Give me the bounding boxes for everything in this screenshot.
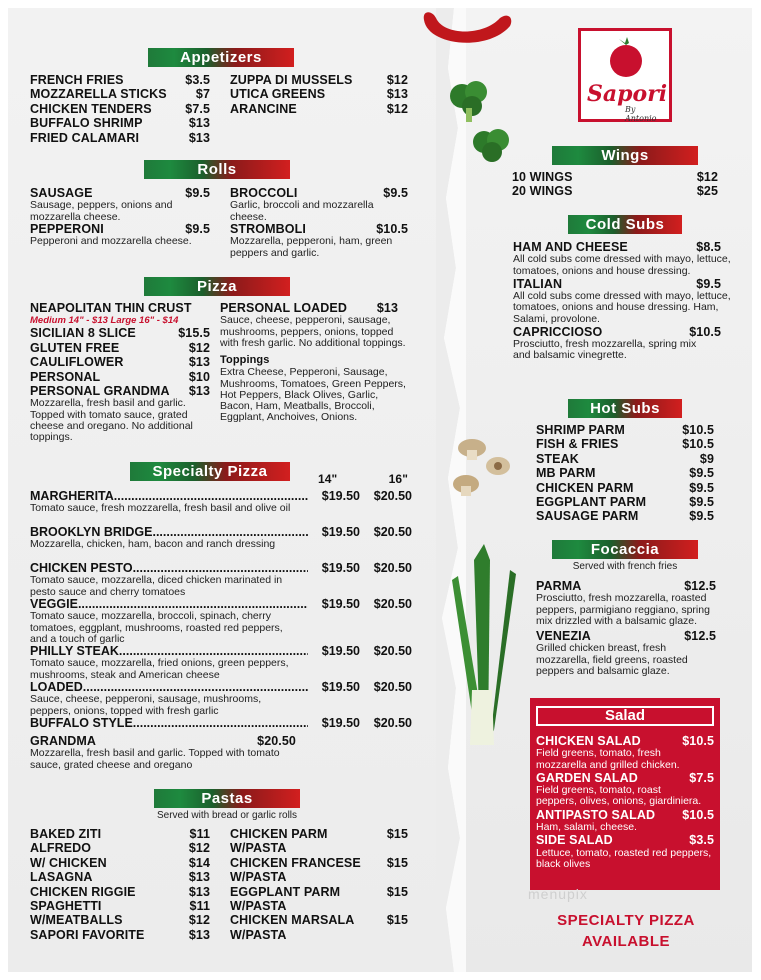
cold-subs-title: Cold Subs <box>585 216 665 233</box>
wings-title: Wings <box>601 147 649 164</box>
menu-item <box>230 928 408 942</box>
item-name: CHICKEN PARM <box>536 480 634 495</box>
menu-item <box>30 355 210 369</box>
item-desc: Garlic, broccoli and mozzarella cheese. <box>230 199 374 223</box>
item-desc: Field greens, tomato, roast peppers, olives, onions, giardiniera. <box>536 784 702 808</box>
item-desc: Tomato sauce, mozzarella, fried onions, green peppers, mushrooms, steak and American cheese <box>30 657 289 681</box>
item-name: VENEZIA <box>536 629 591 644</box>
tomato-icon <box>605 35 647 79</box>
item-price: $15 <box>386 827 408 841</box>
salad-header: Salad <box>536 706 714 726</box>
item-name: CHICKEN PESTO <box>30 561 133 575</box>
red-pepper-ring-icon <box>418 6 516 52</box>
price-14: $19.50 <box>321 680 360 694</box>
price-16: $20.50 <box>373 680 412 694</box>
item-price: $13 <box>188 927 210 942</box>
wings-list <box>512 170 718 199</box>
item-name: PERSONAL GRANDMA <box>30 384 170 399</box>
menu-item <box>536 509 714 523</box>
item-desc: Grilled chicken breast, fresh mozzarella, field greens, roasted peppers and balsamic glaze. <box>536 642 688 677</box>
specialty-item-grandma <box>30 734 296 771</box>
item-name: FRIED CALAMARI <box>30 130 140 145</box>
item-name: CHICKEN FRANCESE <box>230 855 361 870</box>
item-desc: All cold subs come dressed with mayo, lettuce, tomatoes, onions and house dressing. Ham, Salami, provolone. <box>513 290 731 325</box>
price-16: $20.50 <box>373 644 412 658</box>
loaded-name: PERSONAL LOADED <box>220 301 347 315</box>
menu-item <box>512 170 718 184</box>
salad-list <box>536 734 714 870</box>
focaccia-title: Focaccia <box>590 541 660 558</box>
menu-item <box>230 87 408 101</box>
price-16: $20.50 <box>373 525 412 539</box>
menu-item <box>230 73 408 87</box>
specialty-item-philly <box>30 644 412 680</box>
item-price: $9.5 <box>689 509 714 524</box>
item-name: SAPORI FAVORITE <box>30 927 145 942</box>
pizza-left <box>30 301 210 443</box>
pizza-header <box>144 277 290 296</box>
price-14: $19.50 <box>321 716 360 730</box>
item-price: $13 <box>188 355 210 370</box>
item-name: LOADED <box>30 680 83 694</box>
cold-sub-item <box>513 240 737 277</box>
price-16: $20.50 <box>373 561 412 575</box>
item-name: UTICA GREENS <box>230 87 326 102</box>
pastas-title: Pastas <box>201 790 253 807</box>
item-price: $12 <box>386 73 408 87</box>
item-name: SAUSAGE <box>30 186 93 200</box>
item-desc: Mozzarella, pepperoni, ham, green peppers and garlic. <box>230 235 393 259</box>
item-price: $13 <box>188 116 210 131</box>
menu-item <box>230 856 408 870</box>
menu-item <box>230 102 408 116</box>
specialty-list <box>30 489 412 771</box>
item-name: FRENCH FRIES <box>30 73 124 87</box>
price-14: $19.50 <box>321 597 360 611</box>
neapolitan-sizes: Medium 14" - $13 Large 16" - $14 <box>30 315 179 327</box>
item-name: EGGPLANT PARM <box>230 884 341 899</box>
grandma-desc: Mozzarella, fresh basil and garlic. Topped with tomato sauce, grated cheese and oregano. No additional toppings. <box>30 397 193 444</box>
menu-item <box>30 370 210 384</box>
rolls-item-stromboli <box>230 222 408 259</box>
neapolitan-name: NEAPOLITAN THIN CRUST <box>30 301 192 315</box>
item-price: $13 <box>188 130 210 145</box>
item-name: SICILIAN 8 SLICE <box>30 326 136 341</box>
logo-name: Sapori <box>587 81 668 107</box>
item-name: CHICKEN MARSALA <box>230 913 355 928</box>
watermark: menupix <box>528 886 588 902</box>
item-name: MARGHERITA <box>30 489 114 503</box>
item-price: $12 <box>188 913 210 928</box>
menu-item <box>536 495 714 509</box>
menu-item <box>30 913 210 927</box>
item-name: W/PASTA <box>230 841 287 856</box>
item-name: CHICKEN PARM <box>230 827 328 841</box>
item-name: ANTIPASTO SALAD <box>536 807 656 822</box>
item-name: GARDEN SALAD <box>536 770 638 785</box>
size-14: 14" <box>318 472 338 486</box>
item-price: $10.5 <box>376 222 408 236</box>
rolls-header <box>144 160 290 179</box>
item-desc: Pepperoni and mozzarella cheese. <box>30 235 192 248</box>
item-price: $13 <box>386 87 408 102</box>
pastas-left <box>30 827 210 942</box>
menu-item <box>30 870 210 884</box>
item-name: W/PASTA <box>230 927 287 942</box>
rolls-item-pepperoni <box>30 222 210 248</box>
mushroom-icon <box>452 436 522 500</box>
specialty-item-brooklyn <box>30 525 412 561</box>
rolls-item-sausage <box>30 186 210 223</box>
broccoli-icon <box>446 78 494 124</box>
menu-item <box>30 73 210 87</box>
salad-item <box>536 808 714 834</box>
restaurant-logo <box>578 28 672 122</box>
broccoli-icon-2 <box>470 126 516 168</box>
item-name: EGGPLANT PARM <box>536 495 647 510</box>
item-desc: Ham, salami, cheese. <box>536 821 637 834</box>
item-name: VEGGIE <box>30 597 78 611</box>
size-header <box>318 472 408 486</box>
item-price: $10.5 <box>689 324 721 339</box>
menu-item <box>30 102 210 116</box>
item-price: $12 <box>696 170 718 184</box>
item-price: $15.5 <box>178 326 210 341</box>
item-name: W/MEATBALLS <box>30 913 123 928</box>
item-desc: Tomato sauce, mozzarella, diced chicken marinated in pesto sauce and cherry tomatoes <box>30 574 283 598</box>
pastas-right <box>230 827 408 942</box>
menu-item <box>230 899 408 913</box>
price-16: $20.50 <box>373 597 412 611</box>
menu-item <box>30 841 210 855</box>
item-name: GRANDMA <box>30 734 96 748</box>
item-name: SHRIMP PARM <box>536 423 625 437</box>
item-name: MB PARM <box>536 466 596 481</box>
item-price: $7.5 <box>689 770 714 785</box>
item-desc: Field greens, tomato, fresh mozzarella and grilled chicken. <box>536 747 680 771</box>
cold-sub-item <box>513 277 737 325</box>
item-price: $12 <box>188 841 210 856</box>
item-name: 10 WINGS <box>512 170 573 184</box>
menu-item <box>30 899 210 913</box>
menu-item <box>30 326 210 340</box>
item-price: $15 <box>386 855 408 870</box>
menu-item <box>230 913 408 927</box>
menu-item <box>230 827 408 841</box>
item-price: $9.5 <box>696 276 721 291</box>
appetizers-left <box>30 73 210 145</box>
pastas-header <box>154 789 300 808</box>
focaccia-item <box>536 579 716 627</box>
price-14: $19.50 <box>321 561 360 575</box>
item-price: $12 <box>188 340 210 355</box>
menu-item <box>536 437 714 451</box>
item-name: ALFREDO <box>30 841 92 856</box>
wings-header <box>552 146 698 165</box>
item-name: PHILLY STEAK <box>30 644 119 658</box>
item-name: BROOKLYN BRIDGE <box>30 525 153 539</box>
item-name: BUFFALO SHRIMP <box>30 116 143 131</box>
item-price: $15 <box>386 884 408 899</box>
focaccia-header <box>552 540 698 559</box>
menu-item <box>30 131 210 145</box>
specialty-item-veggie <box>30 597 412 644</box>
item-name: SIDE SALAD <box>536 833 613 848</box>
toppings-desc: Extra Cheese, Pepperoni, Sausage, Mushrooms, Tomatoes, Green Peppers, Hot Peppers, Black Olives, Garlic, Bacon, Ham, Meatballs, Broccoli, Eggplant, Anchoives, Onions. <box>220 366 406 424</box>
item-desc: Sauce, cheese, pepperoni, sausage, mushrooms, peppers, onions, topped with fresh garlic <box>30 693 262 717</box>
item-price: $10.5 <box>682 437 714 452</box>
item-price: $20.50 <box>257 734 296 748</box>
salad-item <box>536 771 714 808</box>
item-name: CHICKEN RIGGIE <box>30 884 136 899</box>
rolls-item-broccoli <box>230 186 408 223</box>
item-desc: Tomato sauce, mozzarella, broccoli, spinach, cherry tomatoes, eggplant, mushrooms, roasted red peppers, and a touch of garlic <box>30 610 283 645</box>
item-price: $10.5 <box>682 734 714 748</box>
item-desc: All cold subs come dressed with mayo, lettuce, tomatoes, onions and house dressing. <box>513 253 731 277</box>
menu-item <box>536 466 714 480</box>
item-name: PEPPERONI <box>30 222 104 236</box>
item-name: 20 WINGS <box>512 184 573 199</box>
item-name: BAKED ZITI <box>30 827 102 841</box>
item-name: BROCCOLI <box>230 186 298 200</box>
item-price: $7 <box>195 87 210 102</box>
item-desc: Mozzarella, fresh basil and garlic. Topped with tomato sauce, grated cheese and oregano <box>30 747 280 771</box>
item-name: PERSONAL <box>30 369 101 384</box>
item-price: $12.5 <box>684 629 716 644</box>
menu-item <box>30 856 210 870</box>
item-name: STROMBOLI <box>230 222 306 236</box>
size-16: 16" <box>388 472 408 486</box>
menu-item <box>30 116 210 130</box>
loaded-desc: Sauce, cheese, pepperoni, sausage, mushrooms, peppers, onions, topped with fresh garlic. No additional toppings. <box>220 314 406 349</box>
hot-subs-title: Hot Subs <box>590 400 660 417</box>
green-onion-icon <box>444 540 520 750</box>
specialty-item-chicken-pesto <box>30 561 412 597</box>
item-price: $9.5 <box>689 495 714 510</box>
cold-sub-item <box>513 325 737 362</box>
item-price: $12.5 <box>684 579 716 593</box>
item-name: LASAGNA <box>30 870 93 885</box>
item-price: $14 <box>188 855 210 870</box>
item-name: SAUSAGE PARM <box>536 509 639 524</box>
pizza-right <box>220 301 410 423</box>
item-name: HAM AND CHEESE <box>513 240 628 254</box>
item-desc: Tomato sauce, fresh mozzarella, fresh basil and olive oil <box>30 502 291 515</box>
footer-line-2: AVAILABLE <box>581 933 671 950</box>
menu-item <box>30 827 210 841</box>
item-desc: Prosciutto, fresh mozzarella, roasted peppers, parmigiano reggiano, spring mix drizzled with a balsamic glaze. <box>536 592 710 627</box>
price-14: $19.50 <box>321 489 360 503</box>
specialty-item-buffalo <box>30 716 412 734</box>
item-name: GLUTEN FREE <box>30 340 120 355</box>
item-name: ZUPPA DI MUSSELS <box>230 73 353 87</box>
item-price: $9.5 <box>689 466 714 481</box>
specialty-header <box>130 462 290 481</box>
menu-item <box>230 870 408 884</box>
rolls-title: Rolls <box>197 161 237 178</box>
item-price: $10 <box>188 369 210 384</box>
item-price: $9.5 <box>689 480 714 495</box>
specialty-pizza-note <box>528 910 724 952</box>
item-name: CHICKEN SALAD <box>536 734 641 748</box>
item-name: PARMA <box>536 579 582 593</box>
focaccia-list <box>536 579 716 677</box>
item-name: MOZZARELLA STICKS <box>30 87 167 102</box>
hot-subs-header <box>568 399 682 418</box>
menu-item <box>230 885 408 899</box>
menu-item <box>30 885 210 899</box>
item-name: W/PASTA <box>230 899 287 914</box>
specialty-title: Specialty Pizza <box>152 463 268 480</box>
item-desc: Prosciutto, fresh mozzarella, spring mix and balsamic vinegrette. <box>513 338 697 362</box>
item-price: $7.5 <box>185 101 210 116</box>
hot-subs-list <box>536 423 714 524</box>
item-price: $10.5 <box>682 807 714 822</box>
appetizers-title: Appetizers <box>180 49 262 66</box>
item-price: $13 <box>188 384 210 399</box>
focaccia-item <box>536 629 716 677</box>
item-name: W/ CHICKEN <box>30 855 107 870</box>
price-16: $20.50 <box>373 716 412 730</box>
menu-item <box>30 928 210 942</box>
item-price: $13 <box>188 884 210 899</box>
menu-item <box>536 452 714 466</box>
item-name: ARANCINE <box>230 101 297 116</box>
item-name: FISH & FRIES <box>536 437 619 452</box>
menu-item <box>536 481 714 495</box>
menu-item <box>30 87 210 101</box>
item-price: $13 <box>188 870 210 885</box>
toppings-title: Toppings <box>220 354 270 367</box>
menu-item <box>230 841 408 855</box>
item-price: $11 <box>189 827 210 841</box>
cold-subs-list <box>513 240 737 362</box>
pastas-subtitle: Served with bread or garlic rolls <box>156 810 298 821</box>
item-price: $10.5 <box>682 423 714 437</box>
item-price: $9 <box>699 451 714 466</box>
specialty-item-loaded <box>30 680 412 716</box>
price-14: $19.50 <box>321 525 360 539</box>
item-desc: Sausage, peppers, onions and mozzarella cheese. <box>30 199 173 223</box>
item-price: $11 <box>189 899 210 914</box>
menu-item <box>30 384 210 398</box>
item-price: $8.5 <box>696 240 721 254</box>
item-name: BUFFALO STYLE <box>30 716 133 730</box>
item-name: ITALIAN <box>513 276 563 291</box>
price-14: $19.50 <box>321 644 360 658</box>
item-desc: Lettuce, tomato, roasted red peppers, black olives <box>536 846 712 870</box>
item-name: CHICKEN TENDERS <box>30 101 152 116</box>
menu-item <box>30 341 210 355</box>
cold-subs-header <box>568 215 682 234</box>
focaccia-subtitle: Served with french fries <box>572 561 678 572</box>
menu-item <box>536 423 714 437</box>
loaded-price: $13 <box>376 301 398 315</box>
item-price: $25 <box>696 184 718 199</box>
item-name: STEAK <box>536 451 579 466</box>
specialty-item-margherita <box>30 489 412 525</box>
item-price: $15 <box>386 913 408 928</box>
logo-sub: By Antonio <box>625 105 657 123</box>
item-name: CAULIFLOWER <box>30 355 124 370</box>
price-16: $20.50 <box>373 489 412 503</box>
item-name: SPAGHETTI <box>30 899 102 914</box>
appetizers-right <box>230 73 408 116</box>
appetizers-header <box>148 48 294 67</box>
item-name: CAPRICCIOSO <box>513 324 603 339</box>
item-price: $9.5 <box>185 186 210 200</box>
pizza-title: Pizza <box>196 278 237 295</box>
salad-item <box>536 833 714 870</box>
salad-item <box>536 734 714 771</box>
item-price: $3.5 <box>689 833 714 848</box>
item-price: $9.5 <box>185 222 210 236</box>
item-desc: Mozzarella, chicken, ham, bacon and ranch dressing <box>30 538 276 551</box>
menu-item <box>512 184 718 198</box>
footer-line-1: SPECIALTY PIZZA <box>557 912 695 929</box>
item-price: $9.5 <box>383 186 408 200</box>
salad-box <box>530 698 720 890</box>
item-price: $3.5 <box>185 73 210 87</box>
item-name: W/PASTA <box>230 870 287 885</box>
item-price: $12 <box>386 101 408 116</box>
